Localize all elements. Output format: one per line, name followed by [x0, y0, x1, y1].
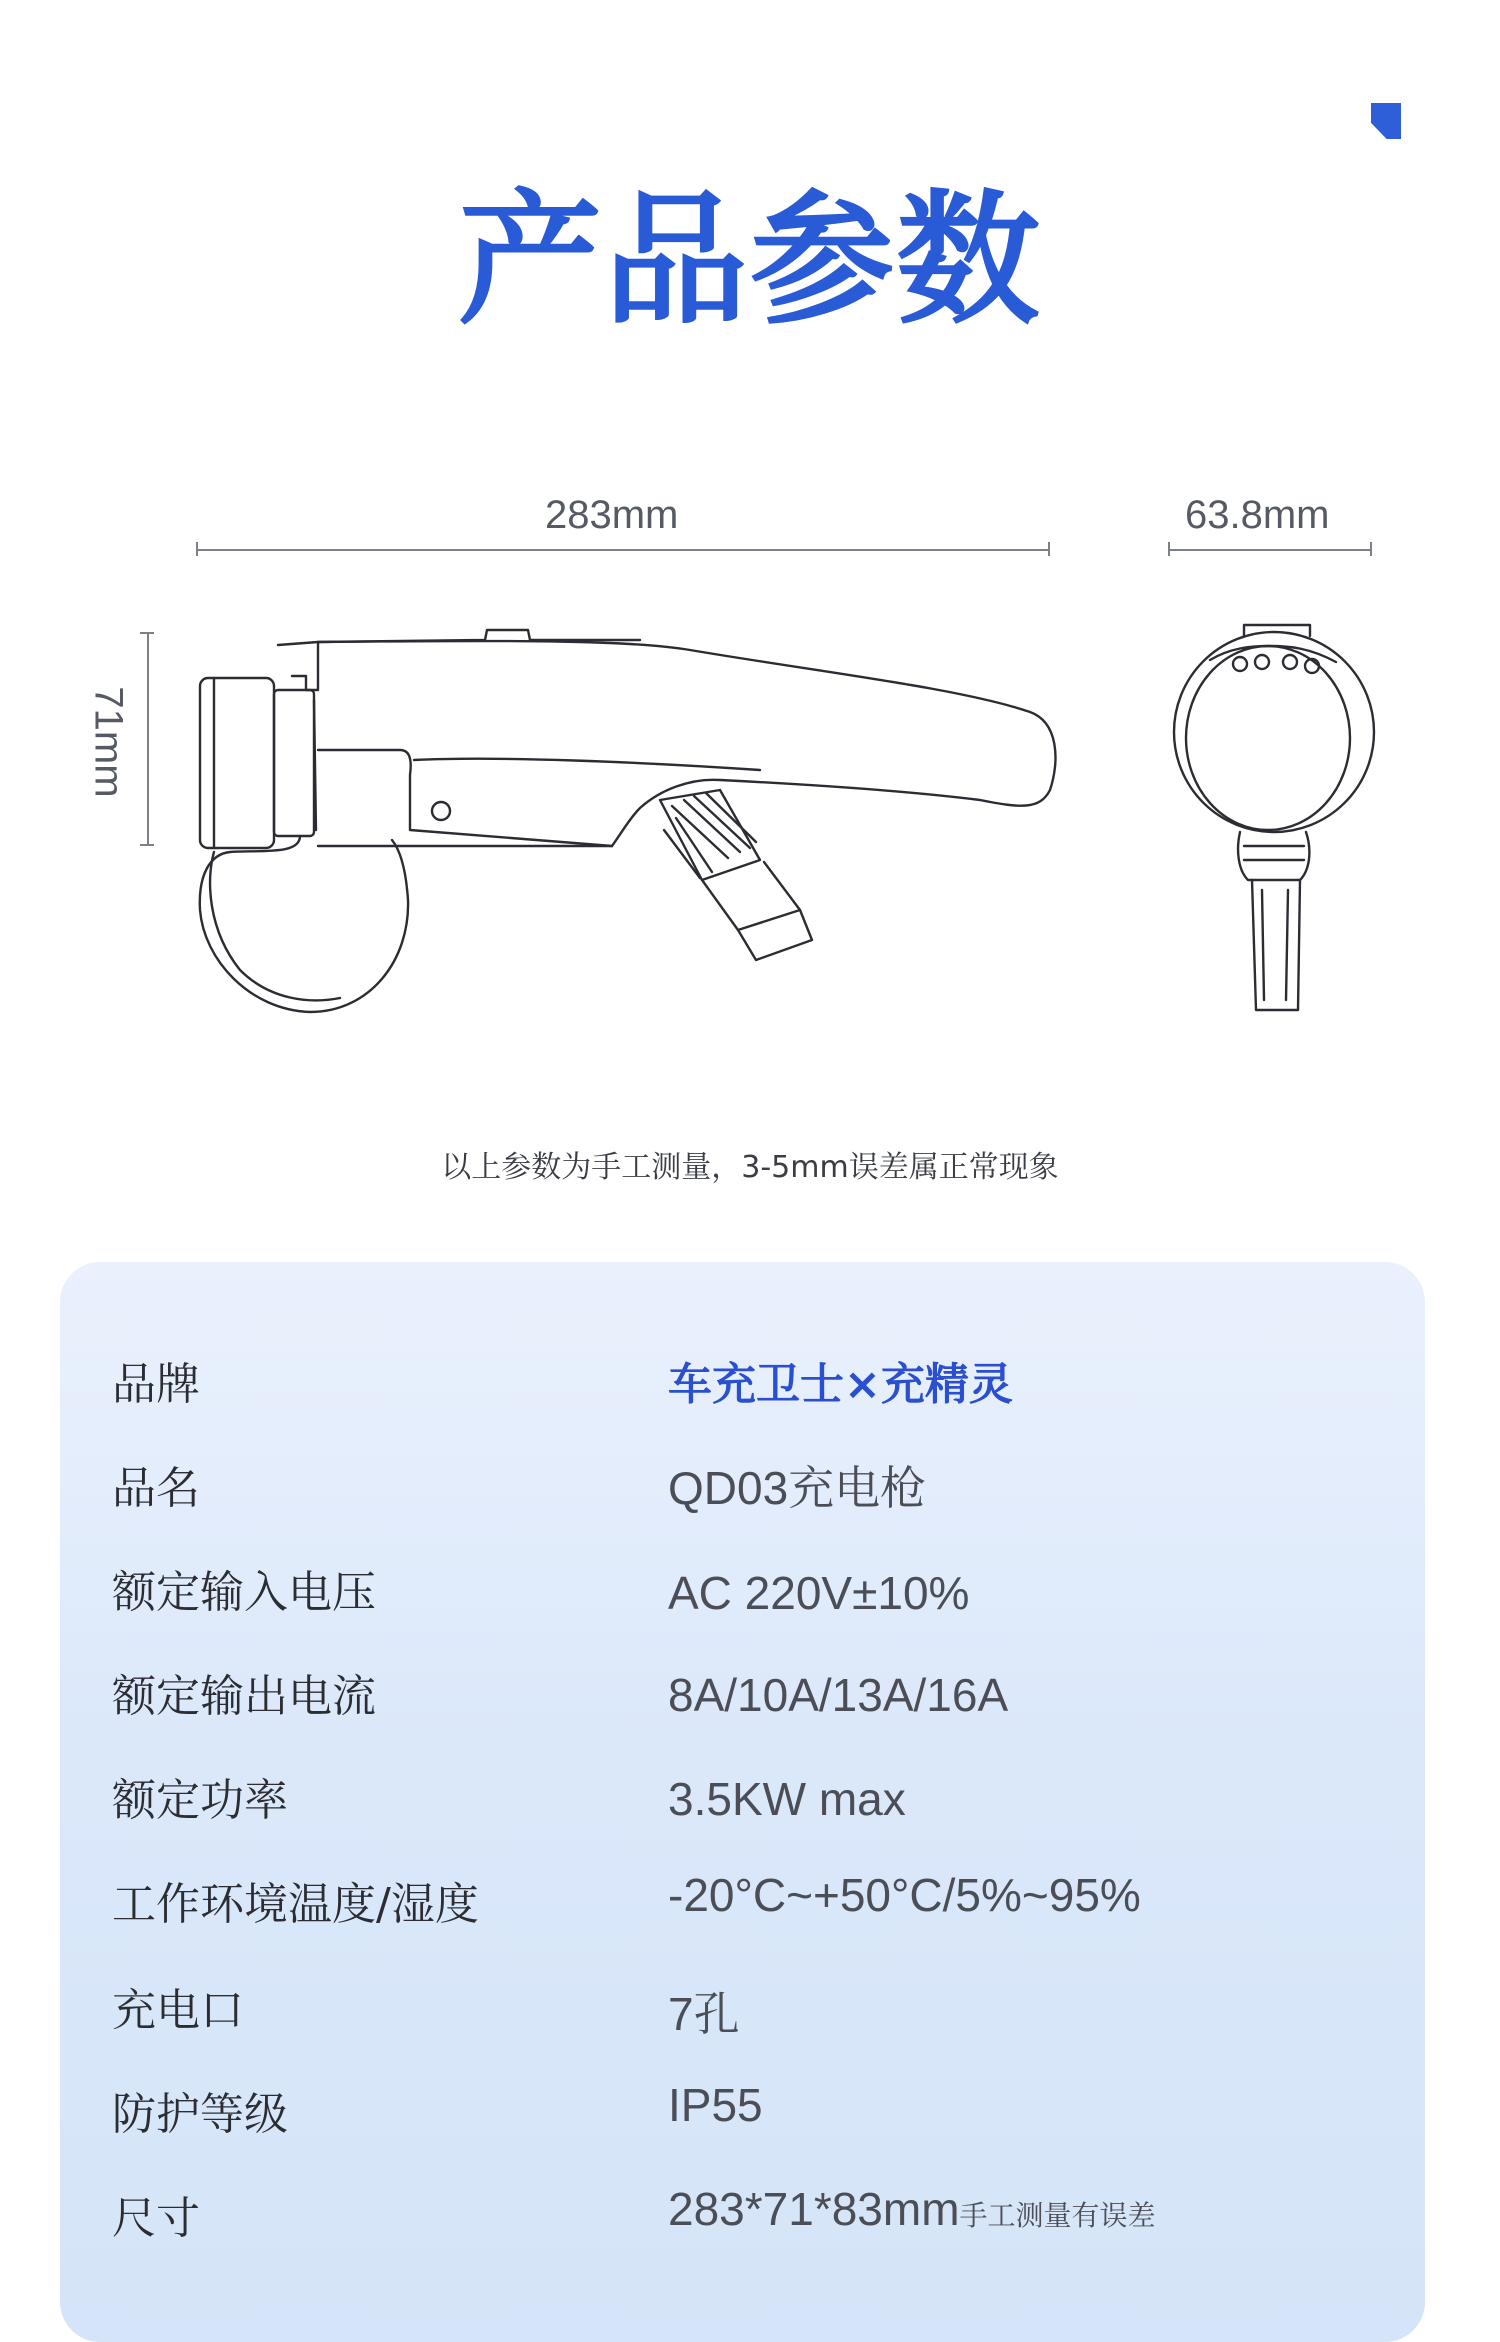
width-dimension-tick-right [1370, 542, 1372, 556]
spec-row-operating-environment [112, 1868, 1392, 1928]
side-view-drawing [200, 630, 1056, 1012]
spec-value: QD03充电枪 [668, 1462, 927, 1514]
spec-value-note: 手工测量有误差 [959, 2200, 1156, 2231]
spec-value: 8A/10A/13A/16A [668, 1669, 1009, 1721]
spec-label: 充电口 [112, 1985, 244, 2036]
spec-label: 额定功率 [112, 1775, 288, 1826]
front-view-drawing [1174, 625, 1374, 1010]
length-dimension-line [196, 549, 1050, 551]
spec-value: 3.5KW max [668, 1773, 906, 1825]
spec-value: -20°C~+50°C/5%~95% [668, 1869, 1141, 1921]
spec-row-rated-power [112, 1764, 1392, 1824]
spec-label: 品名 [112, 1463, 200, 1514]
width-dimension-label: 63.8mm [1185, 493, 1330, 537]
corner-accent-shape [1371, 103, 1401, 139]
spec-label: 防护等级 [112, 2089, 288, 2140]
height-dimension-label: 71mm [86, 686, 131, 798]
spec-label: 尺寸 [112, 2193, 200, 2244]
spec-value: 7孔 [668, 1988, 740, 2040]
measurement-note: 以上参数为手工测量，3-5mm误差属正常现象 [441, 1150, 1059, 1185]
length-dimension-tick-right [1048, 542, 1050, 556]
spec-label: 额定输入电压 [112, 1567, 376, 1618]
length-dimension-label: 283mm [545, 493, 679, 537]
spec-label: 品牌 [112, 1359, 200, 1410]
width-dimension-tick-left [1168, 542, 1170, 556]
spec-row-product-name [112, 1452, 1392, 1512]
spec-row-charging-port [112, 1974, 1392, 2040]
spec-row-brand [112, 1348, 1392, 1408]
width-dimension-line [1168, 549, 1372, 551]
spec-row-size [112, 2182, 1392, 2242]
page-title: 产品参数 [457, 176, 1042, 344]
spec-value: IP55 [668, 2079, 763, 2131]
spec-card [60, 1262, 1425, 2342]
spec-value: AC 220V±10% [668, 1567, 970, 1619]
spec-label: 额定输出电流 [112, 1671, 376, 1722]
spec-value: 283*71*83mm [668, 2183, 960, 2235]
spec-row-protection-rating [112, 2078, 1392, 2138]
charging-gun-drawing [0, 600, 1500, 1040]
spec-value-group [668, 2182, 1156, 2236]
spec-row-output-current [112, 1660, 1392, 1720]
spec-value: 车充卫士×充精灵 [668, 1359, 1013, 1410]
spec-label: 工作环境温度/湿度 [112, 1879, 479, 1930]
spec-row-input-voltage [112, 1556, 1392, 1619]
length-dimension-tick-left [196, 542, 198, 556]
